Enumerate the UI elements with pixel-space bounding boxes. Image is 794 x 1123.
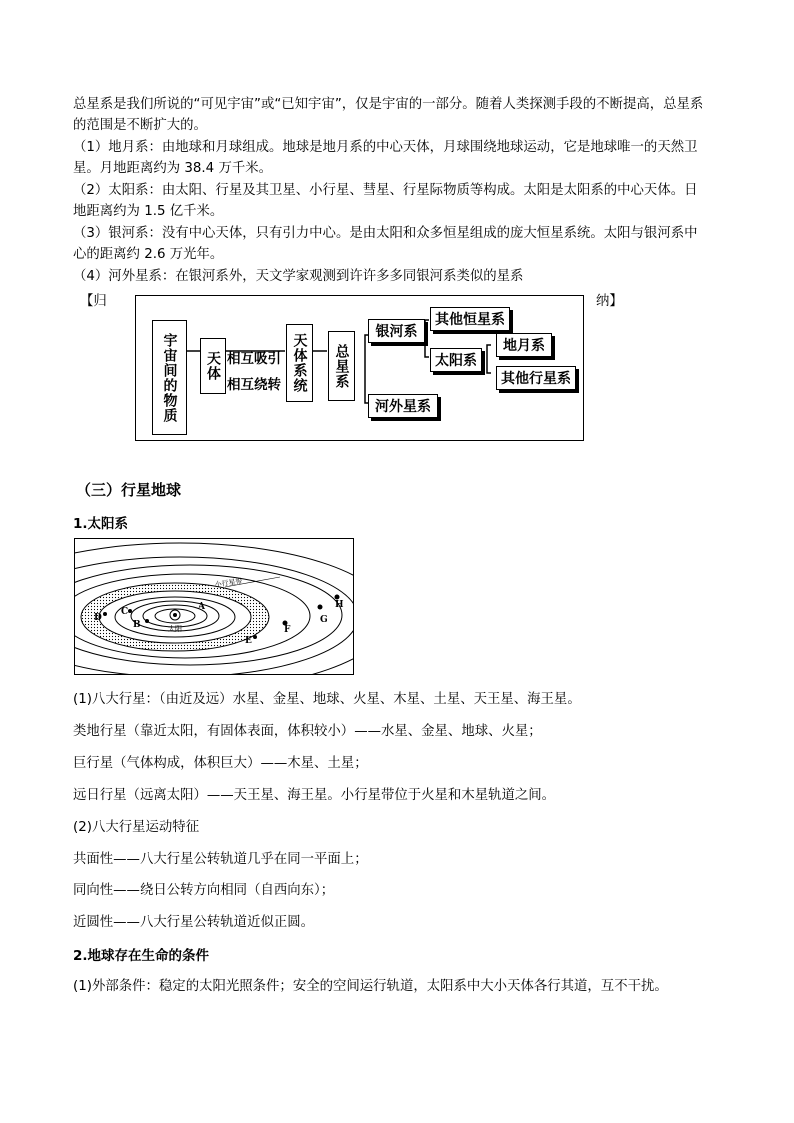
box-solar-system: 太阳系 bbox=[430, 348, 482, 372]
planet-label-h: H bbox=[335, 600, 344, 610]
system-4-line-1: （4）河外星系：在银河系外，天文学家观测到许许多多同银河系类似的星系 bbox=[73, 269, 524, 284]
box-total-galaxy: 总星系 bbox=[328, 331, 355, 401]
summary-diagram bbox=[135, 295, 584, 441]
box-earth-moon: 地月系 bbox=[496, 333, 552, 357]
sun-label: 太阳 bbox=[168, 625, 182, 633]
summary-label-right: 纳】 bbox=[596, 294, 623, 309]
life-conditions-line-1: (1)外部条件：稳定的太阳光照条件；安全的空间运行轨道，太阳系中大小天体各行其道，互不干扰。 bbox=[73, 979, 668, 994]
intro-line-1: 总星系是我们所说的“可见宇宙”或“已知宇宙”，仅是宇宙的一部分。随着人类探测手段的不断提高，总星系 bbox=[73, 97, 704, 112]
summary-label-left: 【归 bbox=[80, 294, 107, 309]
label-mutual-orbit: 相互绕转 bbox=[227, 377, 281, 393]
section-title-planet-earth: （三）行星地球 bbox=[76, 481, 182, 499]
planet-label-b: B bbox=[133, 620, 141, 630]
planets-line-4: 远日行星（远离太阳）——天王星、海王星。小行星带位于火星和木星轨道之间。 bbox=[73, 788, 556, 803]
label-mutual-attraction: 相互吸引 bbox=[227, 351, 281, 367]
planets-line-8: 近圆性——八大行星公转轨道近似正圆。 bbox=[73, 915, 315, 930]
system-1-line-1: （1）地月系：由地球和月球组成。地球是地月系的中心天体，月球围绕地球运动，它是地球唯一的天然卫 bbox=[73, 140, 698, 155]
planet-label-f: F bbox=[284, 625, 291, 635]
section-title-life-conditions: 2.地球存在生命的条件 bbox=[73, 948, 210, 964]
solar-system-figure bbox=[74, 538, 354, 675]
intro-line-2: 的范围是不断扩大的。 bbox=[73, 118, 207, 133]
box-milky-way: 银河系 bbox=[368, 319, 425, 343]
system-2-line-1: （2）太阳系：由太阳、行星及其卫星、小行星、彗星、行星际物质等构成。太阳是太阳系的中心天体。日 bbox=[73, 183, 698, 198]
orbit-diagram bbox=[75, 539, 354, 675]
box-other-star-systems: 其他恒星系 bbox=[430, 307, 510, 331]
planet-label-a: A bbox=[198, 602, 205, 612]
planet-label-c: C bbox=[121, 607, 129, 617]
subsection-title-solar-system: 1.太阳系 bbox=[73, 516, 129, 532]
box-celestial-system: 天体系统 bbox=[286, 324, 313, 402]
planets-line-6: 共面性——八大行星公转轨道几乎在同一平面上； bbox=[73, 852, 368, 867]
planet-label-e: E bbox=[245, 636, 252, 646]
planets-line-5: (2)八大行星运动特征 bbox=[73, 820, 200, 835]
planet-label-d: D bbox=[94, 613, 102, 623]
box-cosmic-matter: 宇宙间的物质 bbox=[152, 320, 187, 435]
system-1-line-2: 星。月地距离约为 38.4 万千米。 bbox=[73, 161, 273, 176]
system-3-line-2: 心的距离约 2.6 万光年。 bbox=[73, 247, 224, 262]
system-2-line-2: 地距离约为 1.5 亿千米。 bbox=[73, 204, 224, 219]
planets-line-3: 巨行星（气体构成，体积巨大）——木星、土星； bbox=[73, 756, 368, 771]
planets-line-1: (1)八大行星：（由近及远）水星、金星、地球、火星、木星、土星、天王星、海王星。 bbox=[73, 692, 581, 707]
planet-label-g: G bbox=[320, 615, 328, 625]
box-celestial-body: 天体 bbox=[200, 338, 226, 394]
system-3-line-1: （3）银河系：没有中心天体，只有引力中心。是由太阳和众多恒星组成的庞大恒星系统。太阳与银河系中 bbox=[73, 226, 698, 241]
box-other-planet-systems: 其他行星系 bbox=[496, 366, 576, 390]
planets-line-7: 同向性——绕日公转方向相同（自西向东）； bbox=[73, 883, 335, 898]
asteroid-belt-label: 小行星带 bbox=[214, 577, 244, 589]
planets-line-2: 类地行星（靠近太阳，有固体表面，体积较小）——水星、金星、地球、火星； bbox=[73, 724, 542, 739]
box-external-galaxies: 河外星系 bbox=[368, 394, 438, 418]
